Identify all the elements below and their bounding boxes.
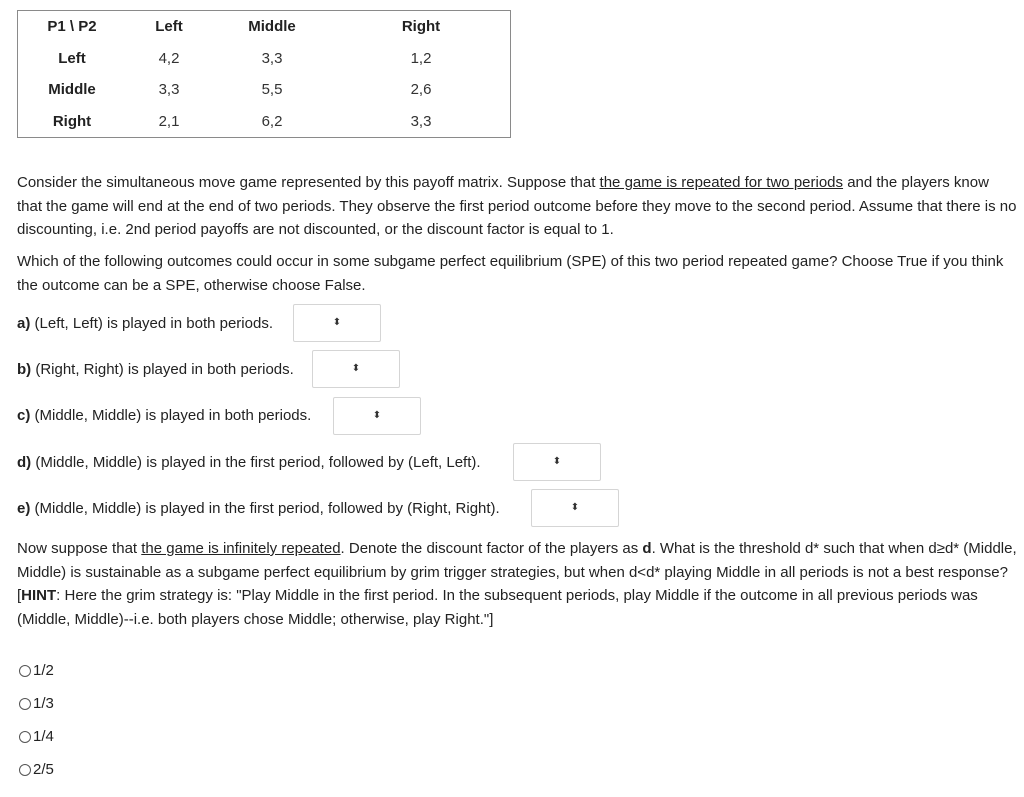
item-c	[17, 407, 311, 424]
payoff-cell: 5,5	[261, 81, 283, 99]
part2-text: . What is the threshold d* such that when d≥d* (Middle, Middle) is sustainable as a subgame perfect equilibrium by grim trigger strategies, but when d<d* playing Middle in all periods is not a best response? [	[17, 540, 1017, 604]
payoff-cell: 6,2	[261, 112, 283, 130]
item-text: (Middle, Middle) is played in the first period, followed by (Left, Left).	[31, 454, 481, 471]
payoff-matrix	[17, 10, 511, 138]
select-arrows-icon: ⬍	[372, 410, 382, 421]
row-label: Right	[52, 112, 92, 130]
item-letter: a)	[17, 315, 31, 332]
payoff-row-left	[18, 43, 510, 75]
question-paragraph: Which of the following outcomes could occur in some subgame perfect equilibrium (SPE) of this two period repeated game? Choose True if you think the outcome can be a SPE, otherwise choose False.	[17, 253, 1004, 294]
payoff-cell: 4,2	[158, 49, 180, 67]
part2-text: . Denote the discount factor of the players as	[340, 540, 643, 557]
payoff-row-middle	[18, 74, 510, 106]
option-radio-2[interactable]	[19, 695, 54, 712]
item-text: (Right, Right) is played in both periods.	[31, 361, 294, 378]
radio-circle-icon[interactable]	[19, 764, 31, 776]
option-label: 2/5	[33, 761, 54, 778]
option-radio-3[interactable]	[19, 728, 54, 745]
item-b	[17, 361, 294, 378]
item-letter: c)	[17, 407, 31, 424]
item-text: (Middle, Middle) is played in the first period, followed by (Right, Right).	[30, 500, 500, 517]
part2-text: Now suppose that	[17, 540, 142, 557]
hint-label: HINT	[21, 587, 57, 604]
item-a	[17, 315, 273, 332]
item-e	[17, 500, 500, 517]
answer-select-a[interactable]	[293, 304, 381, 342]
option-radio-4[interactable]	[19, 761, 54, 778]
select-arrows-icon: ⬍	[552, 456, 562, 467]
part2-bold-d: d	[642, 540, 652, 557]
payoff-row-right	[18, 106, 510, 138]
payoff-header-row	[18, 11, 510, 43]
answer-select-d[interactable]	[513, 443, 601, 481]
row-label: Left	[58, 49, 86, 67]
answer-select-e[interactable]	[531, 489, 619, 527]
payoff-table	[18, 11, 510, 137]
payoff-cell: 2,6	[410, 81, 432, 99]
payoff-cell: 1,2	[410, 49, 432, 67]
part2-text: : Here the grim strategy is: "Play Middle in the first period. In the subsequent periods, play Middle if the outcome in all previous periods was (Middle, Middle)--i.e. both players chose Middle; otherwise, play Right."]	[17, 587, 978, 628]
radio-circle-icon[interactable]	[19, 698, 31, 710]
item-d	[17, 454, 481, 471]
payoff-cell: 3,3	[158, 81, 180, 99]
header-left: Left	[155, 18, 183, 36]
part2-underlined: the game is infinitely repeated	[141, 540, 341, 557]
header-right: Right	[401, 18, 441, 36]
option-label: 1/4	[33, 728, 54, 745]
item-text: (Left, Left) is played in both periods.	[30, 315, 273, 332]
select-arrows-icon: ⬍	[570, 502, 580, 513]
intro-underlined: the game is repeated for two periods	[599, 174, 844, 191]
item-letter: b)	[17, 361, 32, 378]
item-letter: d)	[17, 454, 32, 471]
option-label: 1/3	[33, 695, 54, 712]
option-label: 1/2	[33, 662, 54, 679]
radio-circle-icon[interactable]	[19, 731, 31, 743]
select-arrows-icon: ⬍	[351, 363, 361, 374]
answer-select-b[interactable]	[312, 350, 400, 388]
select-arrows-icon: ⬍	[332, 317, 342, 328]
radio-circle-icon[interactable]	[19, 665, 31, 677]
item-text: (Middle, Middle) is played in both periods.	[30, 407, 312, 424]
intro-text: Consider the simultaneous move game represented by this payoff matrix. Suppose that	[17, 174, 600, 191]
intro-paragraph	[17, 171, 1017, 242]
option-radio-1[interactable]	[19, 662, 54, 679]
item-letter: e)	[17, 500, 31, 517]
header-middle: Middle	[248, 18, 296, 36]
intro-text: and the players know that the game will end at the end of two periods. They observe the first period outcome before they move to the second period. Assume that there is no discounting, i.e. 2nd period payoffs are not discounted, or the discount factor is equal to 1.	[17, 174, 1017, 238]
answer-select-c[interactable]	[333, 397, 421, 435]
part2-paragraph	[17, 537, 1017, 631]
payoff-cell: 3,3	[410, 112, 432, 130]
row-label: Middle	[48, 81, 96, 99]
payoff-cell: 3,3	[261, 49, 283, 67]
payoff-cell: 2,1	[158, 112, 180, 130]
header-corner: P1 \ P2	[47, 18, 97, 36]
